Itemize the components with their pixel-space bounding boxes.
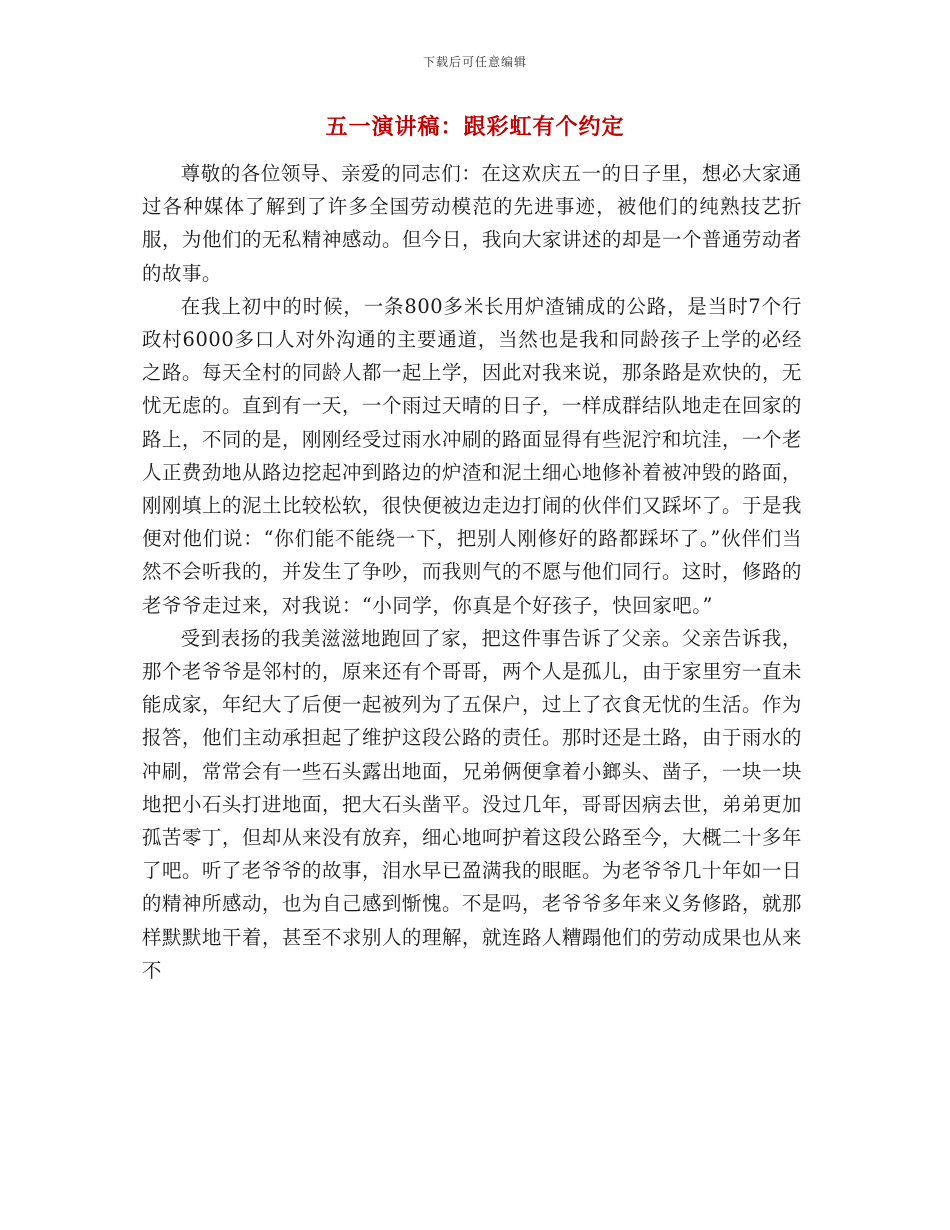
document-body <box>142 157 802 987</box>
document-title: 五一演讲稿：跟彩虹有个约定 <box>325 115 625 140</box>
header-note: 下载后可任意编辑 <box>422 55 527 69</box>
paragraph-3: 受到表扬的我美滋滋地跑回了家，把这件事告诉了父亲。父亲告诉我，那个老爷爷是邻村的，原来还有个哥哥，两个人是孤儿，由于家里穷一直未能成家，年纪大了后便一起被列为了五保户，过上了衣食无忧的生活。作为报答，他们主动承担起了维护这段公路的责任。那时还是土路，由于雨水的冲刷，常常会有一些石头露出地面，兄弟俩便拿着小鎯头、凿子，一块一块地把小石头打进地面，把大石头凿平。没过几年，哥哥因病去世，弟弟更加孤苦零丁，但却从来没有放弃，细心地呵护着这段公路至今，大概二十多年了吧。听了老爷爷的故事，泪水早已盈满我的眼眶。为老爷爷几十年如一日的精神所感动，也为自己感到惭愧。不是吗，老爷爷多年来义务修路，就那样默默地干着，甚至不求别人的理解，就连路人糟蹋他们的劳动成果也从来不 <box>142 626 802 982</box>
paragraph-2: 在我上初中的时候，一条800多米长用炉渣铺成的公路，是当时7个行政村6000多口人对外沟通的主要通道，当然也是我和同龄孩子上学的必经之路。每天全村的同龄人都一起上学，因此对我来说，那条路是欢快的，无忧无虑的。直到有一天，一个雨过天晴的日子，一样成群结队地走在回家的路上，不同的是，刚刚经受过雨水冲刷的路面显得有些泥泞和坑洼，一个老人正费劲地从路边挖起冲到路边的炉渣和泥土细心地修补着被冲毁的路面，刚刚填上的泥土比较松软，很快便被边走边打闹的伙伴们又踩坏了。于是我便对他们说：“你们能不能绕一下，把别人刚修好的路都踩坏了。”伙伴们当然不会听我的，并发生了争吵，而我则气的不愿与他们同行。这时，修路的老爷爷走过来，对我说：“小同学，你真是个好孩子，快回家吧。” <box>142 294 802 617</box>
paragraph-1: 尊敬的各位领导、亲爱的同志们：在这欢庆五一的日子里，想必大家通过各种媒体了解到了许多全国劳动模范的先进事迹，被他们的纯熟技艺折服，为他们的无私精神感动。但今日，我向大家讲述的却是一个普通劳动者的故事。 <box>142 162 802 285</box>
